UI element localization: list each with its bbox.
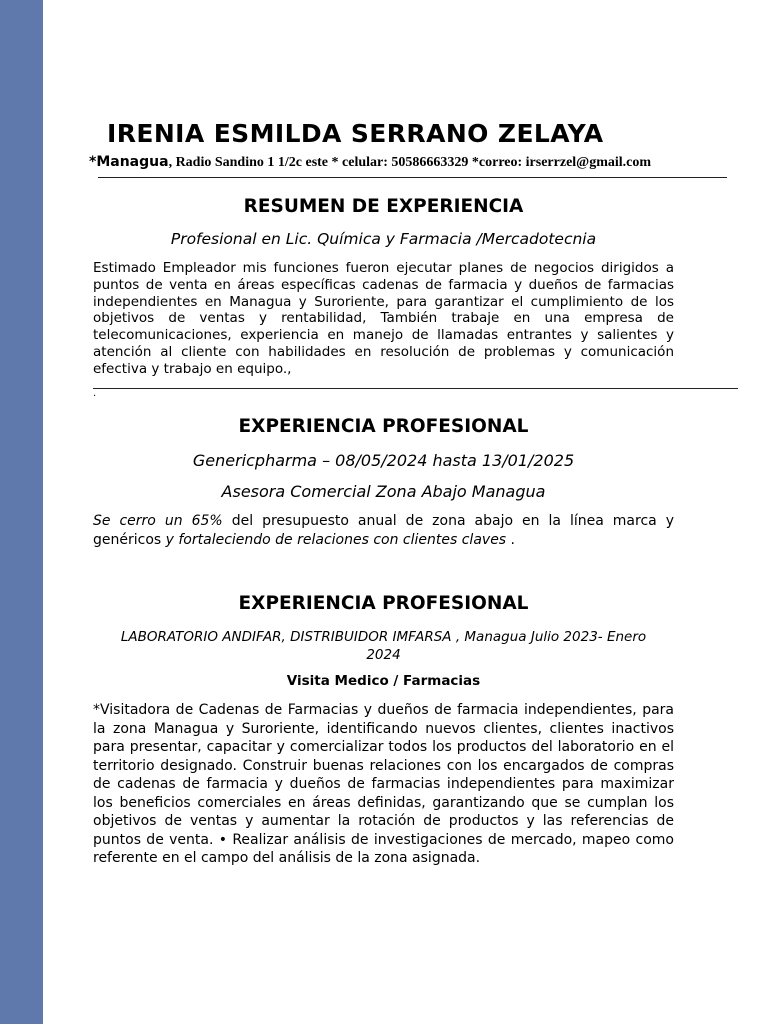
summary-body: Estimado Empleador mis funciones fueron ejecutar planes de negocios dirigidos a puntos de venta en áreas específicas cadenas de farmacia y dueños de farmacias independientes en Managua y Suroriente, para garantizar el cumplimiento de los objetivos de ventas y rentabilidad, También trabaje en una empresa de telecomunicaciones, experiencia en manejo de llamadas entrantes y salientes y atención al cliente con habilidades en resolución de problemas y comunicación efectiva y trabajo en equipo., bbox=[93, 260, 674, 377]
header-divider bbox=[98, 177, 727, 178]
experience1-role: Asesora Comercial Zona Abajo Managua bbox=[221, 482, 546, 501]
experience1-text-c: y fortaleciendo de relaciones con clientes claves bbox=[165, 531, 507, 548]
experience2-role: Visita Medico / Farmacias bbox=[286, 673, 481, 689]
experience1-text-d: . bbox=[506, 531, 516, 548]
experience1-body bbox=[93, 512, 674, 549]
contact-line bbox=[89, 154, 651, 171]
stray-dot: . bbox=[93, 388, 97, 399]
experience1-company-dates: Genericpharma – 08/05/2024 hasta 13/01/2025 bbox=[192, 451, 575, 470]
experience1-text-a: Se cerro un 65% bbox=[93, 513, 223, 529]
experience1-text-b: del presupuesto anual de zona abajo en la línea marca y genéricos bbox=[93, 513, 674, 548]
experience2-company-dates: LABORATORIO ANDIFAR, DISTRIBUIDOR IMFARSA , Managua Julio 2023- Enero 2024 bbox=[120, 629, 647, 663]
summary-heading: RESUMEN DE EXPERIENCIA bbox=[243, 196, 524, 217]
summary-subtitle: Profesional en Lic. Química y Farmacia /Mercadotecnia bbox=[170, 230, 597, 248]
left-accent-bar bbox=[0, 0, 43, 1024]
contact-details: , Radio Sandino 1 1/2c este * celular: 50586663329 *correo: irserrzel@gmail.com bbox=[168, 155, 652, 170]
experience2-heading: EXPERIENCIA PROFESIONAL bbox=[238, 593, 529, 614]
summary-divider bbox=[93, 388, 738, 389]
candidate-name: IRENIA ESMILDA SERRANO ZELAYA bbox=[107, 119, 604, 148]
contact-city: *Managua bbox=[89, 154, 169, 170]
experience2-body: *Visitadora de Cadenas de Farmacias y dueños de farmacia independientes, para la zona Managua y Suroriente, identificando nuevos clientes, clientes inactivos para presentar, capacitar y comercializar todos los productos del laboratorio en el territorio designado. Construir buenas relaciones con los encargados de compras de cadenas de farmacia y dueños de farmacias independientes para maximizar los beneficios comerciales en áreas definidas, garantizando que se cumplan los objetivos de ventas y aumentar la rotación de productos y las referencias de puntos de venta. • Realizar análisis de investigaciones de mercado, mapeo como referente en el campo del análisis de la zona asignada. bbox=[93, 702, 674, 866]
experience1-heading: EXPERIENCIA PROFESIONAL bbox=[238, 416, 529, 437]
